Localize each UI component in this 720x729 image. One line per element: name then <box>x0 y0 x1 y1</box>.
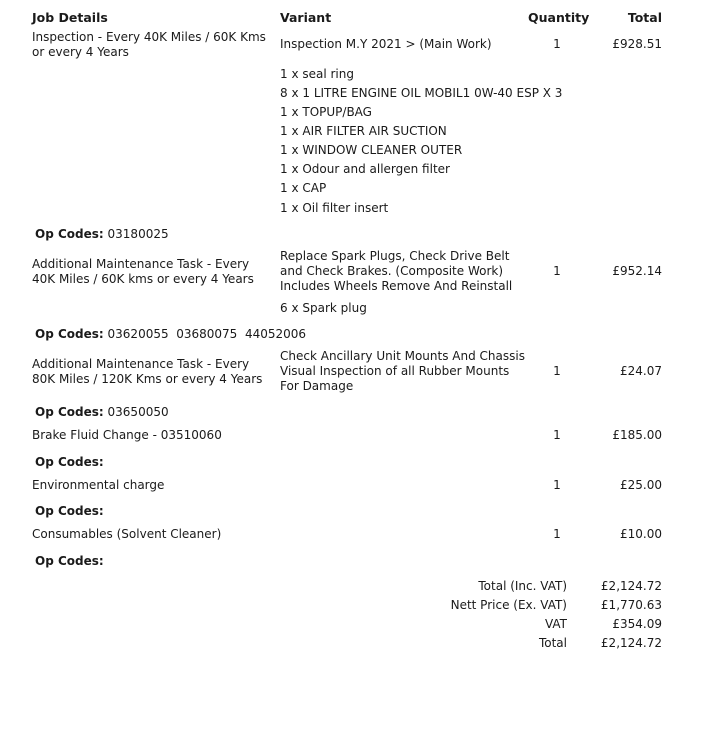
header-variant: Variant <box>280 10 332 25</box>
op-codes-label: Op Codes: <box>35 227 104 241</box>
job-total: £928.51 <box>612 37 662 51</box>
part-item: 1 x seal ring <box>280 67 354 81</box>
op-codes-value: 03650050 <box>107 405 169 419</box>
part-item: 1 x Odour and allergen filter <box>280 162 450 176</box>
job-details: Brake Fluid Change - 03510060 <box>32 428 222 442</box>
job-quantity: 1 <box>553 37 561 51</box>
job-quantity: 1 <box>553 478 561 492</box>
summary-label-total: Total <box>538 636 567 650</box>
summary-label-vat: VAT <box>544 617 567 631</box>
header-total: Total <box>627 10 662 25</box>
part-item: 1 x Oil filter insert <box>280 201 389 215</box>
job-variant: Check Ancillary Unit Mounts And Chassis Visual Inspection of all Rubber Mounts For Damage <box>280 349 525 393</box>
op-codes-label: Op Codes: <box>35 327 104 341</box>
job-total: £24.07 <box>620 364 662 378</box>
summary-value-vat: £354.09 <box>612 617 662 631</box>
summary-label-total-inc-vat: Total (Inc. VAT) <box>478 579 567 593</box>
op-codes <box>35 554 104 569</box>
summary-label-nett-price: Nett Price (Ex. VAT) <box>450 598 567 612</box>
part-item: 8 x 1 LITRE ENGINE OIL MOBIL1 0W-40 ESP X 3 <box>280 86 563 100</box>
part-item: 6 x Spark plug <box>280 301 367 315</box>
op-codes <box>35 227 169 242</box>
job-details: Additional Maintenance Task - Every 40K Miles / 60K kms or every 4 Years <box>32 257 254 286</box>
job-total: £10.00 <box>620 527 662 541</box>
job-quantity: 1 <box>553 428 561 442</box>
job-quantity: 1 <box>553 527 561 541</box>
job-details: Additional Maintenance Task - Every 80K Miles / 120K Kms or every 4 Years <box>32 357 263 386</box>
op-codes-label: Op Codes: <box>35 504 104 518</box>
job-total: £952.14 <box>612 264 662 278</box>
job-total: £25.00 <box>620 478 662 492</box>
job-details: Environmental charge <box>32 478 165 492</box>
header-quantity: Quantity <box>528 10 590 25</box>
job-variant: Inspection M.Y 2021 > (Main Work) <box>280 37 492 51</box>
job-total: £185.00 <box>612 428 662 442</box>
job-quantity: 1 <box>553 364 561 378</box>
summary-value-nett-price: £1,770.63 <box>600 598 662 612</box>
op-codes <box>35 405 169 420</box>
summary-value-total-inc-vat: £2,124.72 <box>600 579 662 593</box>
job-variant: Replace Spark Plugs, Check Drive Belt and Check Brakes. (Composite Work) Includes Wheels Remove And Reinstall <box>280 249 513 293</box>
job-quantity: 1 <box>553 264 561 278</box>
job-details: Consumables (Solvent Cleaner) <box>32 527 222 541</box>
part-item: 1 x CAP <box>280 181 327 195</box>
op-codes <box>35 455 104 470</box>
op-codes-value: 03620055 03680075 44052006 <box>107 327 307 341</box>
part-item: 1 x TOPUP/BAG <box>280 105 372 119</box>
header-job-details: Job Details <box>32 10 108 25</box>
op-codes <box>35 504 104 519</box>
part-item: 1 x WINDOW CLEANER OUTER <box>280 143 463 157</box>
op-codes-value: 03180025 <box>107 227 169 241</box>
op-codes-label: Op Codes: <box>35 554 104 568</box>
summary-value-total: £2,124.72 <box>600 636 662 650</box>
op-codes <box>35 327 306 342</box>
job-details: Inspection - Every 40K Miles / 60K Kms or every 4 Years <box>32 30 266 59</box>
op-codes-label: Op Codes: <box>35 455 104 469</box>
part-item: 1 x AIR FILTER AIR SUCTION <box>280 124 447 138</box>
op-codes-label: Op Codes: <box>35 405 104 419</box>
